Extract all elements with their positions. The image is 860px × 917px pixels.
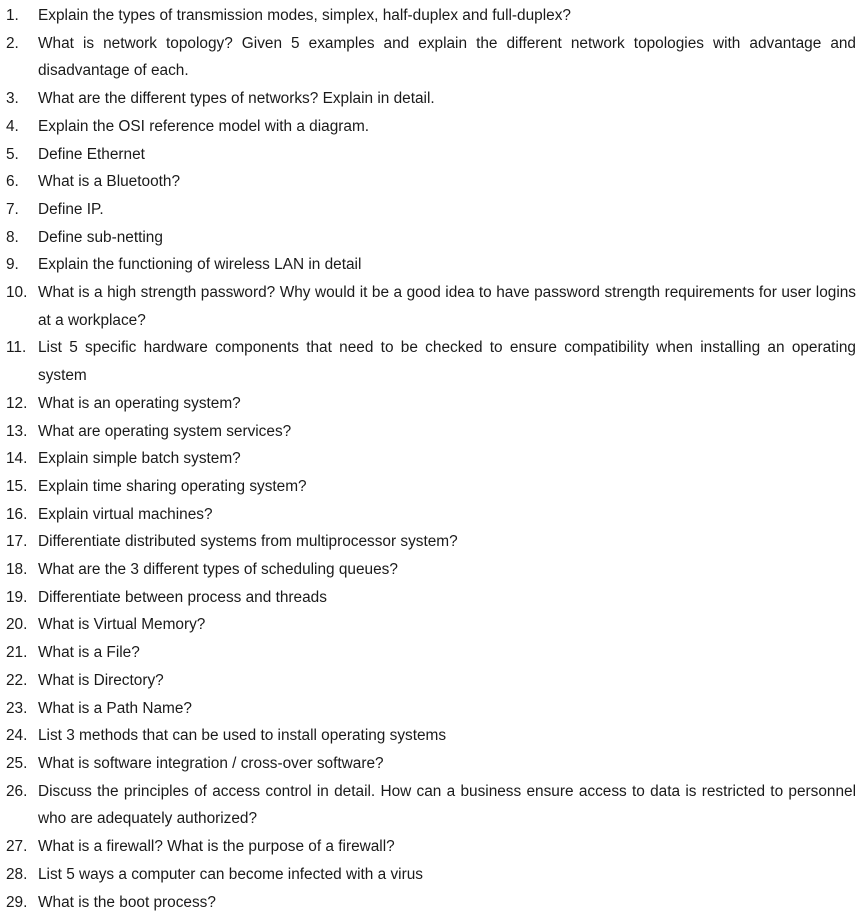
question-text: Discuss the principles of access control in detail. How can a business ensure access to data is restricted to personnel who are adequately authorized?	[38, 782, 856, 828]
question-item	[0, 334, 860, 389]
question-item	[0, 528, 860, 556]
question-text: What are the 3 different types of scheduling queues?	[38, 561, 398, 579]
question-item	[0, 833, 860, 861]
question-text: List 5 specific hardware components that need to be checked to ensure compatibility when installing an operating system	[38, 339, 856, 385]
question-number: 27.	[6, 838, 28, 856]
question-number: 1.	[6, 7, 19, 24]
question-text: Explain virtual machines?	[38, 505, 213, 523]
question-text: Define sub-netting	[38, 228, 163, 246]
question-text: What are operating system services?	[38, 422, 292, 440]
question-item	[0, 889, 860, 917]
question-number: 4.	[6, 117, 19, 135]
question-item	[0, 251, 860, 279]
question-text: What is a Bluetooth?	[38, 173, 181, 191]
question-item	[0, 750, 860, 778]
question-number: 26.	[6, 782, 28, 800]
question-item	[0, 501, 860, 529]
question-text: Explain the OSI reference model with a diagram.	[38, 117, 370, 135]
question-number: 10.	[6, 284, 28, 302]
question-item	[0, 861, 860, 889]
question-text: Explain simple batch system?	[38, 450, 241, 468]
question-text: Differentiate between process and threads	[38, 588, 327, 606]
question-number: 7.	[6, 200, 19, 218]
question-text: What is a firewall? What is the purpose of a firewall?	[38, 838, 395, 856]
question-item	[0, 778, 860, 833]
question-number: 19.	[6, 588, 28, 606]
question-item	[0, 168, 860, 196]
question-number: 20.	[6, 616, 28, 634]
question-number: 13.	[6, 422, 28, 440]
question-text: What is the boot process?	[38, 893, 216, 911]
question-number: 28.	[6, 865, 28, 883]
question-text: Explain the functioning of wireless LAN in detail	[38, 256, 362, 274]
question-text: What is Virtual Memory?	[38, 616, 206, 634]
question-item	[0, 113, 860, 141]
question-item	[0, 279, 860, 334]
question-number: 22.	[6, 671, 28, 689]
question-item	[0, 584, 860, 612]
question-number: 6.	[6, 173, 19, 191]
question-text: What is Directory?	[38, 671, 164, 689]
question-item	[0, 639, 860, 667]
question-number: 17.	[6, 533, 28, 551]
question-item	[0, 722, 860, 750]
question-number: 16.	[6, 505, 28, 523]
question-number: 23.	[6, 699, 28, 717]
question-text: What are the different types of networks? Explain in detail.	[38, 90, 435, 108]
question-text: What is a Path Name?	[38, 699, 192, 717]
question-text: Define Ethernet	[38, 145, 145, 163]
question-text: What is software integration / cross-over software?	[38, 754, 384, 772]
question-item	[0, 224, 860, 252]
question-number: 3.	[6, 90, 19, 108]
question-text: Explain time sharing operating system?	[38, 477, 307, 495]
question-text: Differentiate distributed systems from multiprocessor system?	[38, 533, 458, 551]
question-item	[0, 196, 860, 224]
question-item	[0, 418, 860, 446]
question-text: Define IP.	[38, 200, 104, 218]
question-number: 5.	[6, 145, 19, 163]
question-number: 25.	[6, 754, 28, 772]
question-number: 8.	[6, 228, 19, 246]
question-text: What is an operating system?	[38, 394, 241, 412]
question-item	[0, 611, 860, 639]
question-text: What is a high strength password? Why would it be a good idea to have password strength requirements for user logins at a workplace?	[38, 284, 856, 329]
question-item	[0, 695, 860, 723]
question-number: 9.	[6, 256, 19, 274]
question-list	[0, 2, 860, 916]
question-item	[0, 141, 860, 169]
question-text: List 3 methods that can be used to install operating systems	[38, 727, 447, 745]
question-text: List 5 ways a computer can become infected with a virus	[38, 865, 423, 883]
question-item	[0, 445, 860, 473]
question-text: What is a File?	[38, 644, 140, 662]
question-number: 24.	[6, 727, 28, 745]
question-number: 29.	[6, 893, 28, 911]
question-item	[0, 667, 860, 695]
question-item	[0, 556, 860, 584]
question-number: 15.	[6, 477, 28, 495]
question-item	[0, 390, 860, 418]
question-number: 21.	[6, 644, 28, 662]
question-number: 12.	[6, 394, 28, 412]
question-item	[0, 30, 860, 85]
question-item	[0, 473, 860, 501]
question-number: 2.	[6, 34, 19, 52]
question-text: What is network topology? Given 5 examples and explain the different network topologies with advantage and disadvantage of each.	[38, 34, 856, 80]
question-number: 14.	[6, 450, 28, 468]
question-number: 11.	[6, 339, 27, 357]
question-number: 18.	[6, 561, 28, 579]
question-text: Explain the types of transmission modes, simplex, half-duplex and full-duplex?	[38, 7, 571, 24]
question-item	[0, 85, 860, 113]
question-item	[0, 2, 860, 30]
